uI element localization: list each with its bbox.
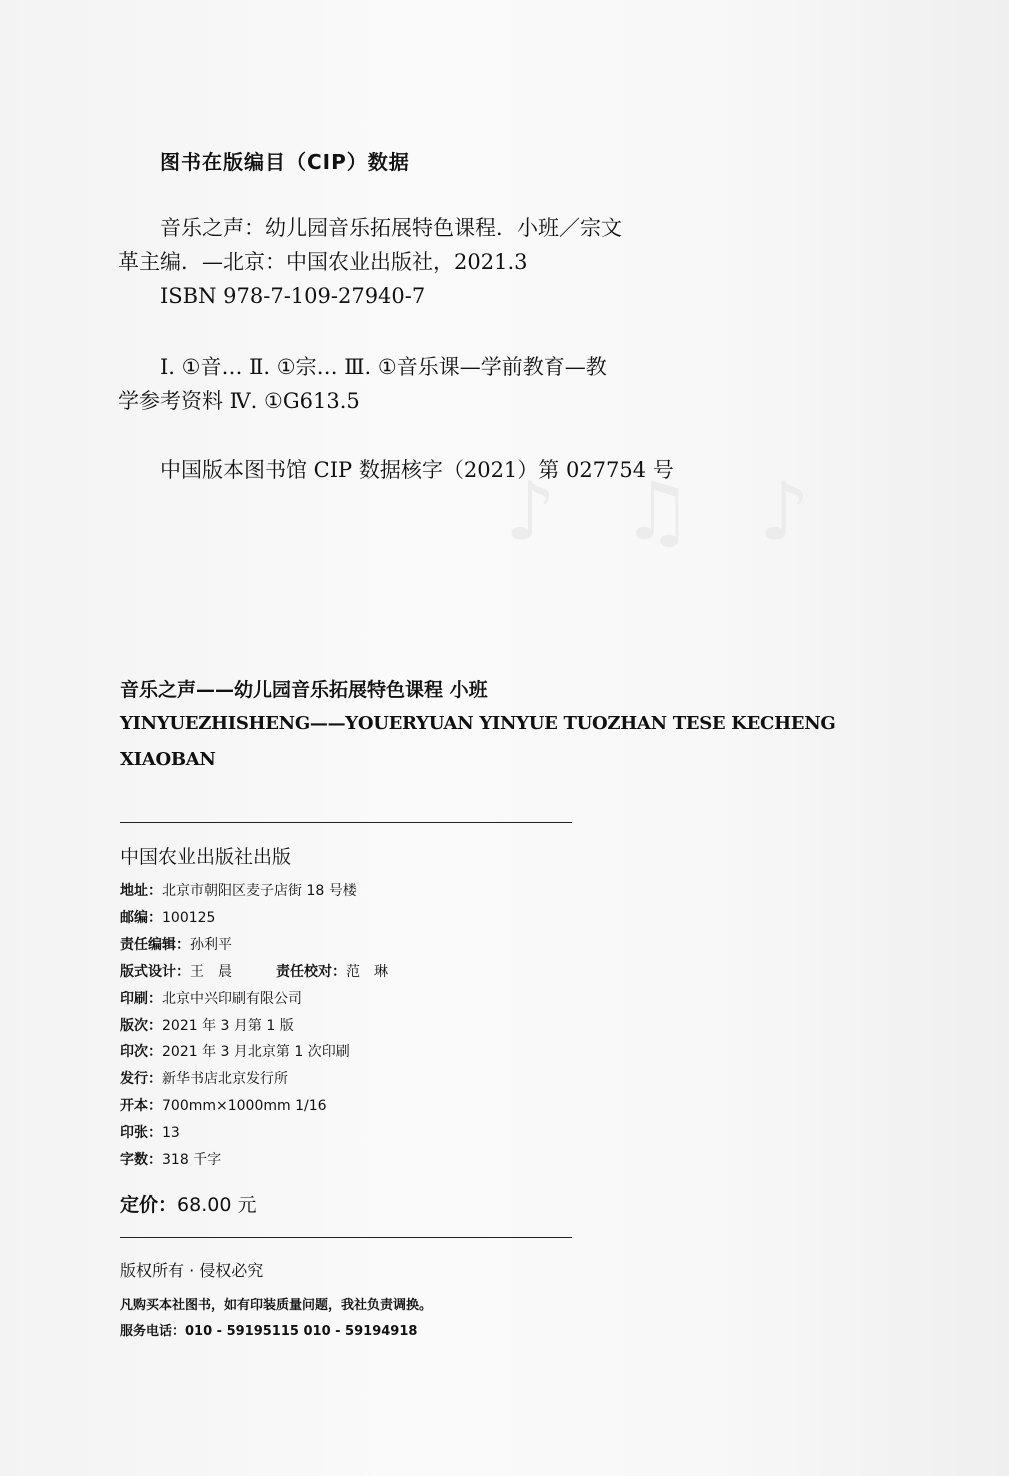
imprint-label: 责任校对： <box>276 963 346 980</box>
imprint-label: 印刷： <box>120 990 162 1007</box>
cip-class-line1: Ⅰ. ①音… Ⅱ. ①宗… Ⅲ. ①音乐课—学前教育—教 <box>160 355 607 379</box>
copyright-title: 版权所有 · 侵权必究 <box>120 1261 264 1280</box>
price-line <box>120 1190 256 1217</box>
imprint-label: 印次： <box>120 1044 162 1061</box>
publisher-line: 中国农业出版社出版 <box>120 846 292 868</box>
imprint-label: 责任编辑： <box>120 936 190 953</box>
imprint-value: 13 <box>162 1125 180 1142</box>
imprint-row-wordcount <box>120 1147 388 1174</box>
imprint-value: 范 琳 <box>346 963 388 980</box>
book-title-chinese: 音乐之声——幼儿园音乐拓展特色课程 小班 <box>120 679 488 701</box>
imprint-value: 2021 年 3 月第 1 版 <box>162 1017 294 1034</box>
cip-classification <box>118 350 678 418</box>
price-label: 定价： <box>120 1194 178 1216</box>
imprint-row-distributor <box>120 1066 388 1093</box>
imprint-value: 100125 <box>162 909 216 926</box>
imprint-value: 700mm×1000mm 1/16 <box>162 1098 327 1115</box>
imprint-row-editor <box>120 932 388 959</box>
imprint-details <box>120 878 388 1174</box>
imprint-value: 2021 年 3 月北京第 1 次印刷 <box>162 1044 350 1061</box>
show-through-ghost: ♪ ♫ ♪ <box>505 465 830 558</box>
imprint-label: 字数： <box>120 1152 162 1169</box>
imprint-row-sheets <box>120 1120 388 1147</box>
divider-bottom <box>120 1237 572 1238</box>
imprint-value: 北京市朝阳区麦子店街 18 号楼 <box>162 883 357 899</box>
cip-isbn: ISBN 978-7-109-27940-7 <box>160 284 426 308</box>
copyright-notice <box>120 1293 432 1345</box>
imprint-row-edition <box>120 1013 388 1040</box>
imprint-label: 印张： <box>120 1125 162 1142</box>
imprint-value: 新华书店北京发行所 <box>162 1071 288 1088</box>
imprint-row-address <box>120 878 388 905</box>
imprint-value: 北京中兴印刷有限公司 <box>162 990 302 1007</box>
cip-verify-number: 中国版本图书馆 CIP 数据核字（2021）第 027754 号 <box>160 458 674 482</box>
book-title-pinyin: YINYUEZHISHENG——YOUERYUAN YINYUE TUOZHAN TESE KECHENG XIAOBAN <box>120 713 836 770</box>
imprint-label: 邮编： <box>120 909 162 926</box>
cip-class-line2: 学参考资料 Ⅳ. ①G613.5 <box>118 389 360 413</box>
imprint-row-postcode <box>120 905 388 932</box>
imprint-value: 王 晨 <box>190 963 232 980</box>
cip-heading: 图书在版编目（CIP）数据 <box>160 150 410 174</box>
imprint-value: 孙利平 <box>190 936 232 953</box>
imprint-label: 地址： <box>120 883 162 899</box>
imprint-label: 发行： <box>120 1071 162 1088</box>
price-value: 68.00 元 <box>177 1194 257 1216</box>
return-notice: 凡购买本社图书，如有印装质量问题，我社负责调换。 <box>120 1298 433 1313</box>
cip-entry-line2: 革主编．—北京：中国农业出版社，2021.3 <box>118 250 528 274</box>
service-phone: 服务电话：010 - 59195115 010 - 59194918 <box>120 1324 418 1339</box>
book-title-block <box>120 674 900 778</box>
imprint-row-design <box>120 959 388 986</box>
cip-entry <box>118 211 678 313</box>
imprint-label: 版次： <box>120 1017 162 1034</box>
cip-entry-line1: 音乐之声：幼儿园音乐拓展特色课程．小班／宗文 <box>160 216 622 240</box>
imprint-label: 开本： <box>120 1098 162 1115</box>
imprint-value: 318 千字 <box>162 1152 222 1169</box>
imprint-row-printer <box>120 986 388 1013</box>
imprint-row-format <box>120 1093 388 1120</box>
imprint-label: 版式设计： <box>120 963 190 980</box>
divider-top <box>120 822 572 823</box>
imprint-row-printing <box>120 1039 388 1066</box>
